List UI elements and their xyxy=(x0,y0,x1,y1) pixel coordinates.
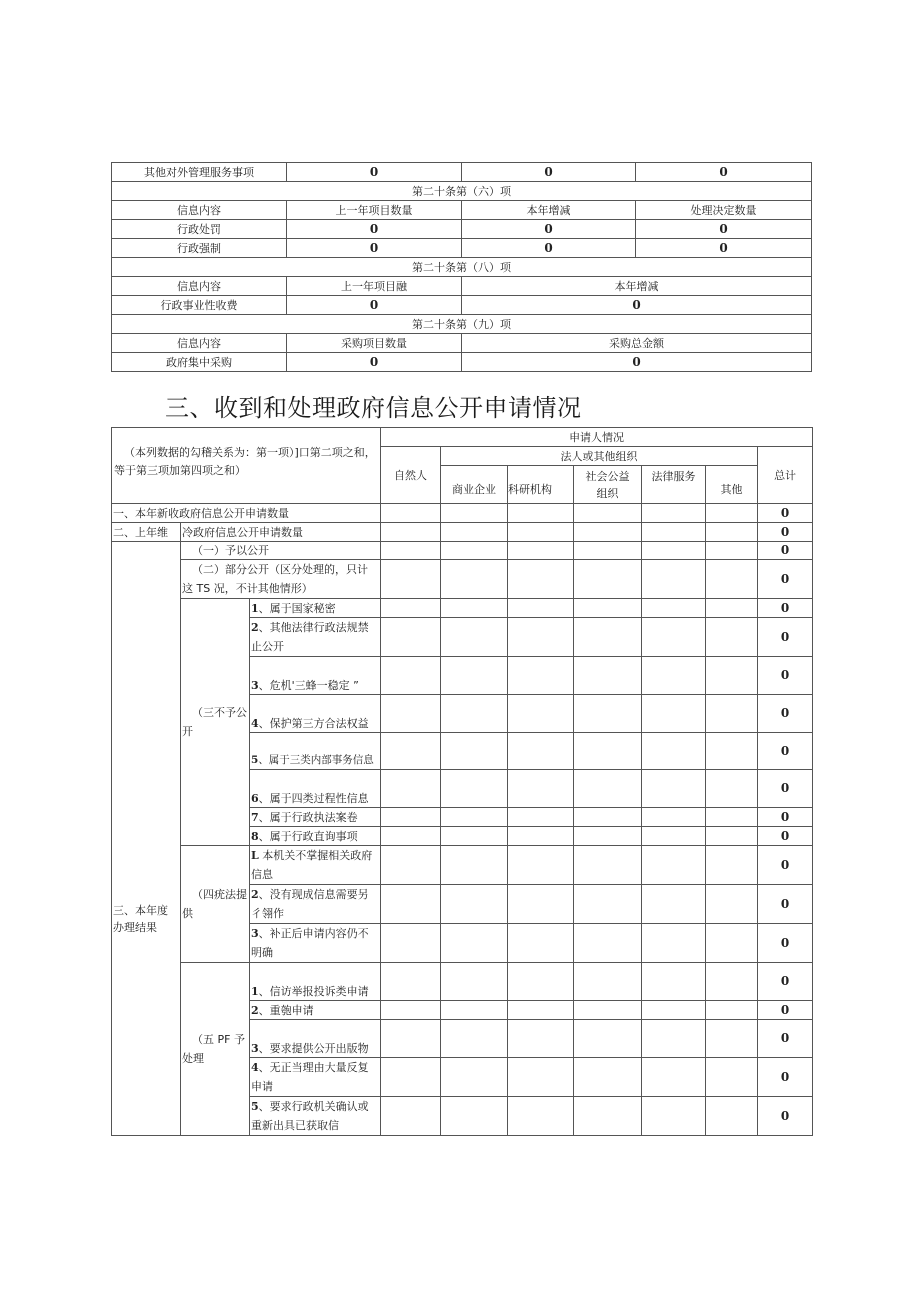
row-total: 0 xyxy=(758,504,813,523)
table-row xyxy=(112,296,812,315)
row-label: 行政处罚 xyxy=(112,220,287,239)
row-total: 0 xyxy=(758,657,813,695)
row-label: 3、要求提供公开出版物 xyxy=(250,1020,381,1058)
col-research: 科研机构 xyxy=(508,466,574,504)
header-row xyxy=(112,201,812,220)
row-total: 0 xyxy=(758,924,813,963)
column-header: 信息内容 xyxy=(112,334,287,353)
cell-value: 0 xyxy=(462,220,636,239)
disclosure-items-table xyxy=(111,162,812,372)
table-row xyxy=(112,542,813,560)
cell-value: 0 xyxy=(462,163,636,182)
natural-person-header: 自然人 xyxy=(381,447,441,504)
table-row xyxy=(112,560,813,599)
not-disclosed-group: （三不予公开 xyxy=(181,599,250,846)
row-total: 0 xyxy=(758,560,813,599)
column-header: 本年增减 xyxy=(462,201,636,220)
row-label: 6、属于四类过程性信息 xyxy=(250,770,381,808)
cell-value: 0 xyxy=(462,353,812,372)
table-row xyxy=(112,599,813,618)
cell-value: 0 xyxy=(636,163,812,182)
section-title-row xyxy=(112,258,812,277)
cell-value: 0 xyxy=(287,239,462,258)
applications-table xyxy=(111,427,813,1136)
row-label: 1、信访举报投诉类申请 xyxy=(250,963,381,1001)
cell-value: 0 xyxy=(462,296,812,315)
row-total: 0 xyxy=(758,1058,813,1097)
row-total: 0 xyxy=(758,733,813,770)
cell-value: 0 xyxy=(636,239,812,258)
row-label: 3、补正后申请内容仍不明确 xyxy=(250,924,381,963)
applicant-header: 申请人情况 xyxy=(381,428,813,447)
row-total: 0 xyxy=(758,827,813,846)
row-label: 5、属于三类内部事务信息 xyxy=(250,733,381,770)
row-label: L 本机关不掌握相关政府信息 xyxy=(250,846,381,885)
header-row xyxy=(112,277,812,296)
row-total: 0 xyxy=(758,770,813,808)
cell-value: 0 xyxy=(287,220,462,239)
cell-value: 0 xyxy=(287,296,462,315)
column-header: 采购项目数量 xyxy=(287,334,462,353)
table-row xyxy=(112,523,813,542)
section-8-title: 第二十条第（八）项 xyxy=(112,258,812,277)
result-group-label: 三、本年度办理结果 xyxy=(112,542,181,1136)
row-label: 5、要求行政机关确认或重新出具已获取信 xyxy=(250,1097,381,1136)
row-total: 0 xyxy=(758,808,813,827)
row-label: 8、属于行政直询事项 xyxy=(250,827,381,846)
column-header: 处理决定数量 xyxy=(636,201,812,220)
row-label: 二、上年维 xyxy=(112,523,181,542)
row-total: 0 xyxy=(758,885,813,924)
table-row xyxy=(112,846,813,885)
section-heading: 三、收到和处理政府信息公开申请情况 xyxy=(165,394,582,422)
header-row xyxy=(112,428,813,447)
row-label: 一、本年新收政府信息公开申请数量 xyxy=(112,504,381,523)
row-total: 0 xyxy=(758,1001,813,1020)
corner-note: （本列数据的勾稽关系为：第一项）]口第二项之和，等于第三项加第四项之和） xyxy=(112,428,381,504)
table-row xyxy=(112,163,812,182)
row-total: 0 xyxy=(758,523,813,542)
cell-value: 0 xyxy=(462,239,636,258)
column-header: 采购总金额 xyxy=(462,334,812,353)
column-header: 本年增减 xyxy=(462,277,812,296)
table-row xyxy=(112,353,812,372)
table-row xyxy=(112,963,813,1001)
col-commercial: 商业企业 xyxy=(441,466,508,504)
col-public-welfare: 社会公益组织 xyxy=(574,466,642,504)
row-total: 0 xyxy=(758,1097,813,1136)
row-total: 0 xyxy=(758,542,813,560)
section-title-row xyxy=(112,182,812,201)
not-processed-group: （五 PF 予处理 xyxy=(181,963,250,1136)
row-label: 7、属于行政执法案卷 xyxy=(250,808,381,827)
row-total: 0 xyxy=(758,599,813,618)
cell-value: 0 xyxy=(287,353,462,372)
table-row xyxy=(112,220,812,239)
column-header: 上一年项目数量 xyxy=(287,201,462,220)
row-total: 0 xyxy=(758,846,813,885)
table-row xyxy=(112,504,813,523)
row-label: 1、属于国家秘密 xyxy=(250,599,381,618)
section-title-row xyxy=(112,315,812,334)
table-row xyxy=(112,239,812,258)
row-label: 2、没有现成信息需要另彳翎作 xyxy=(250,885,381,924)
row-label: 2、其他法律行政法规禁止公开 xyxy=(250,618,381,657)
row-label: 4、保护第三方合法权益 xyxy=(250,695,381,733)
header-row xyxy=(112,334,812,353)
cell-value: 0 xyxy=(287,163,462,182)
row-label: 政府集中采购 xyxy=(112,353,287,372)
column-header: 信息内容 xyxy=(112,277,287,296)
total-header: 总计 xyxy=(758,447,813,504)
col-legal-service: 法律服务 xyxy=(642,466,706,504)
cell-value: 0 xyxy=(636,220,812,239)
row-total: 0 xyxy=(758,963,813,1001)
row-label: 3、危机'三蜂一稳定 ” xyxy=(250,657,381,695)
section-9-title: 第二十条第（九）项 xyxy=(112,315,812,334)
cannot-provide-group: （四疣法提供 xyxy=(181,846,250,963)
row-label: 4、无正当理由大量反复申请 xyxy=(250,1058,381,1097)
column-header: 信息内容 xyxy=(112,201,287,220)
row-label: 行政强制 xyxy=(112,239,287,258)
column-header: 上一年项目融 xyxy=(287,277,462,296)
row-label: （二）部分公开（区分处理的，只计这 TS 况，不计其他情形） xyxy=(181,560,381,599)
row-label: 行政事业性收费 xyxy=(112,296,287,315)
row-total: 0 xyxy=(758,1020,813,1058)
col-other: 其他 xyxy=(706,466,758,504)
row-label-cont: 冷政府信息公开申请数量 xyxy=(181,523,381,542)
row-label: （一）予以公开 xyxy=(181,542,381,560)
row-label: 2、重匏申请 xyxy=(250,1001,381,1020)
row-total: 0 xyxy=(758,618,813,657)
section-6-title: 第二十条第（六）项 xyxy=(112,182,812,201)
legal-group-header: 法人或其他组织 xyxy=(441,447,758,466)
row-total: 0 xyxy=(758,695,813,733)
row-label: 其他对外管理服务事项 xyxy=(112,163,287,182)
